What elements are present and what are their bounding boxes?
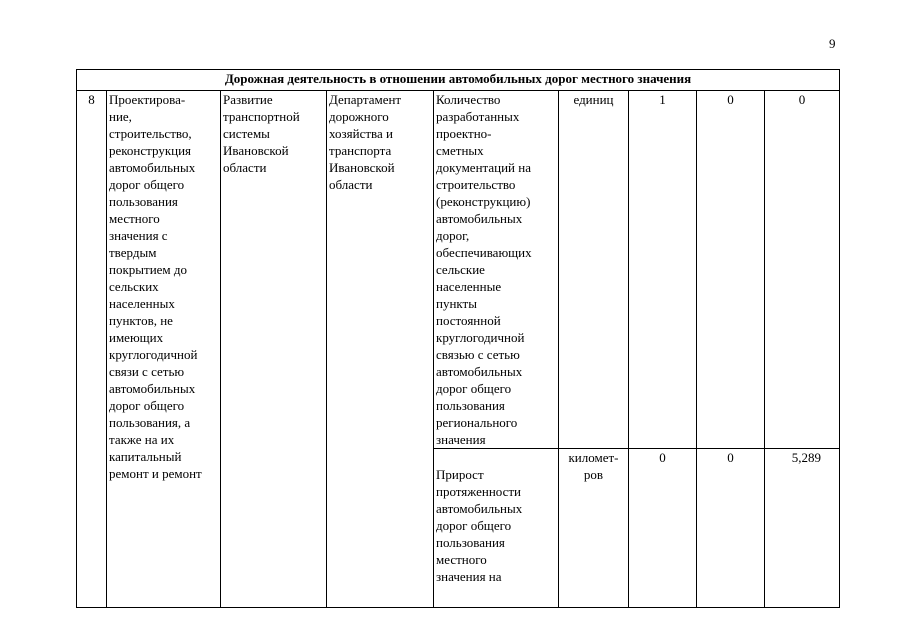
indicator-name: Прирост протяженности автомобильных дорог общего пользования местного значения на: [436, 467, 523, 584]
section-heading-row: [77, 70, 840, 91]
row-number: 8: [77, 91, 107, 608]
indicator-name-cell: [434, 449, 559, 608]
indicator-unit: единиц: [559, 91, 629, 449]
page-number: 9: [829, 36, 836, 51]
indicator-value-2: 0: [697, 449, 765, 608]
table-row: [77, 91, 840, 449]
indicator-unit: километ- ров: [559, 449, 629, 608]
indicator-value-3: 5,289: [765, 449, 840, 608]
indicator-value-2: 0: [697, 91, 765, 449]
program-cell: Развитие транспортной системы Ивановской области: [221, 91, 327, 608]
event-cell: Проектирова- ние, строительство, реконструкция автомобильных дорог общего пользования местного значения с твердым покрытием до сельских населенных пунктов, не имеющих круглогодичной связи с сетью автомобильных дорог общего пользования, а также на их капитальный ремонт и ремонт: [107, 91, 221, 608]
section-heading: Дорожная деятельность в отношении автомобильных дорог местного значения: [77, 70, 840, 91]
indicator-value-1: 1: [629, 91, 697, 449]
indicator-name: Количество разработанных проектно- сметных документаций на строительство (реконструкцию) автомобильных дорог, обеспечивающих сельские населенные пункты постоянной круглогодичной связью с сетью автомобильных дорог общего пользования регионального значения: [434, 91, 559, 449]
indicator-table: [76, 69, 840, 608]
executor-cell: Департамент дорожного хозяйства и транспорта Ивановской области: [327, 91, 434, 608]
indicator-value-3: 0: [765, 91, 840, 449]
indicator-value-1: 0: [629, 449, 697, 608]
